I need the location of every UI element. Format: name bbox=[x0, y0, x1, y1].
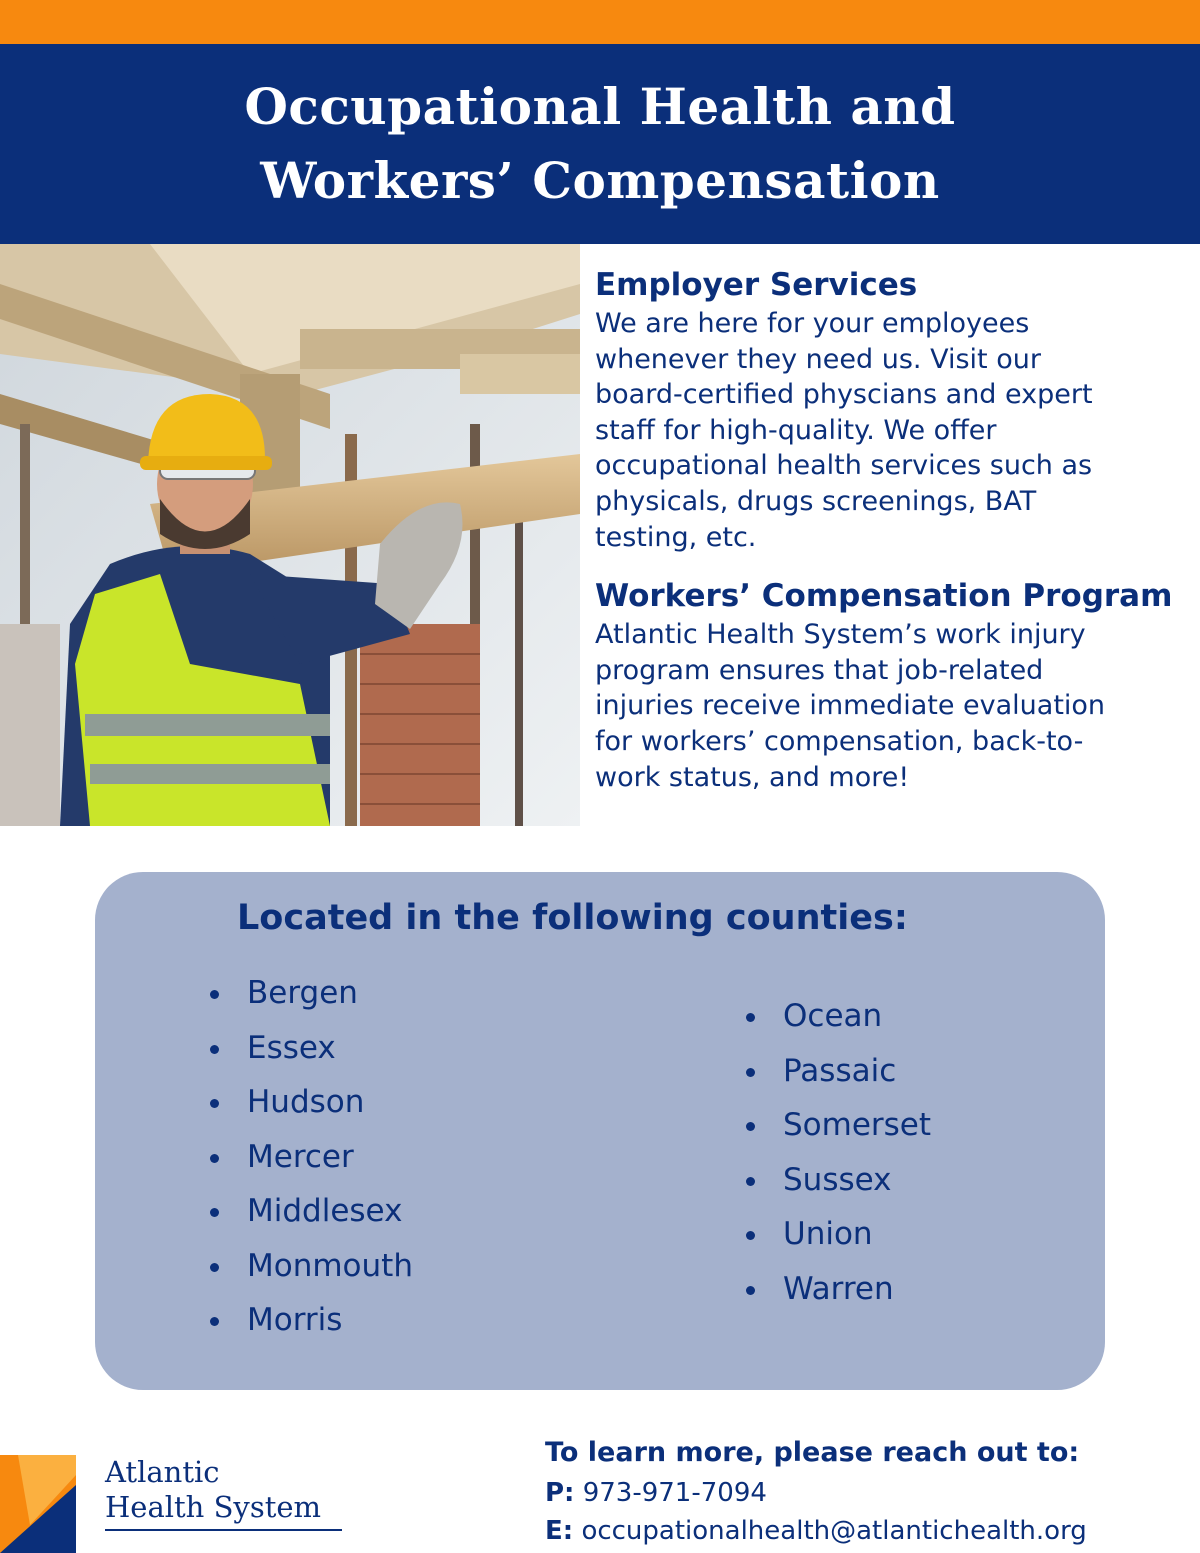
workers-comp-line: program ensures that job-related bbox=[595, 654, 1044, 686]
atlantic-health-logo bbox=[0, 1455, 350, 1553]
logo-wordmark bbox=[105, 1455, 321, 1525]
phone-label: P: bbox=[545, 1478, 575, 1508]
workers-comp-text bbox=[595, 617, 1190, 795]
county-list-right bbox=[746, 989, 931, 1316]
list-item: Essex bbox=[210, 1021, 413, 1076]
top-accent-bar bbox=[0, 0, 1200, 44]
employer-services-line: physicals, drugs screenings, BAT bbox=[595, 485, 1037, 517]
title-banner bbox=[0, 44, 1200, 244]
list-item: Middlesex bbox=[210, 1184, 413, 1239]
workers-comp-line: Atlantic Health System’s work injury bbox=[595, 619, 1086, 651]
logo-line-1: Atlantic bbox=[105, 1455, 220, 1489]
employer-services-heading: Employer Services bbox=[595, 267, 918, 303]
atlantic-health-logo-mark-icon bbox=[0, 1455, 76, 1553]
page-title-line-1: Occupational Health and bbox=[244, 77, 956, 136]
phone-row bbox=[545, 1474, 1087, 1512]
email-label: E: bbox=[545, 1516, 574, 1546]
list-item: Bergen bbox=[210, 966, 413, 1021]
employer-services-line: occupational health services such as bbox=[595, 450, 1093, 482]
list-item: Ocean bbox=[746, 989, 931, 1044]
logo-line-2: Health System bbox=[105, 1490, 322, 1524]
phone-number[interactable]: 973-971-7094 bbox=[582, 1478, 767, 1508]
employer-services-text bbox=[595, 306, 1190, 555]
workers-comp-line: work status, and more! bbox=[595, 761, 910, 793]
list-item: Warren bbox=[746, 1262, 931, 1317]
counties-heading: Located in the following counties: bbox=[237, 898, 908, 938]
list-item: Morris bbox=[210, 1293, 413, 1348]
employer-services-line: testing, etc. bbox=[595, 521, 757, 553]
workers-comp-line: injuries receive immediate evaluation bbox=[595, 690, 1106, 722]
list-item: Sussex bbox=[746, 1153, 931, 1208]
workers-comp-section bbox=[595, 575, 1190, 795]
contact-heading: To learn more, please reach out to: bbox=[545, 1437, 1080, 1468]
logo-underline bbox=[105, 1529, 342, 1531]
counties-panel bbox=[95, 872, 1105, 1390]
construction-worker-photo bbox=[0, 244, 580, 826]
county-list-left bbox=[210, 966, 413, 1348]
list-item: Passaic bbox=[746, 1044, 931, 1099]
list-item: Union bbox=[746, 1207, 931, 1262]
contact-block bbox=[545, 1432, 1087, 1550]
employer-services-section bbox=[595, 264, 1190, 555]
list-item: Monmouth bbox=[210, 1239, 413, 1294]
services-column bbox=[595, 264, 1190, 795]
list-item: Mercer bbox=[210, 1130, 413, 1185]
page-title-line-2: Workers’ Compensation bbox=[260, 151, 940, 210]
employer-services-line: We are here for your employees bbox=[595, 308, 1030, 339]
workers-comp-line: for workers’ compensation, back-to- bbox=[595, 725, 1084, 757]
email-row bbox=[545, 1512, 1087, 1550]
employer-services-line: staff for high-quality. We offer bbox=[595, 414, 997, 446]
employer-services-line: board-certified physcians and expert bbox=[595, 379, 1093, 411]
workers-comp-heading: Workers’ Compensation Program bbox=[595, 578, 1173, 615]
list-item: Hudson bbox=[210, 1075, 413, 1130]
employer-services-line: whenever they need us. Visit our bbox=[595, 343, 1041, 375]
email-link[interactable]: occupationalhealth@atlantichealth.org bbox=[581, 1516, 1087, 1546]
list-item: Somerset bbox=[746, 1098, 931, 1153]
